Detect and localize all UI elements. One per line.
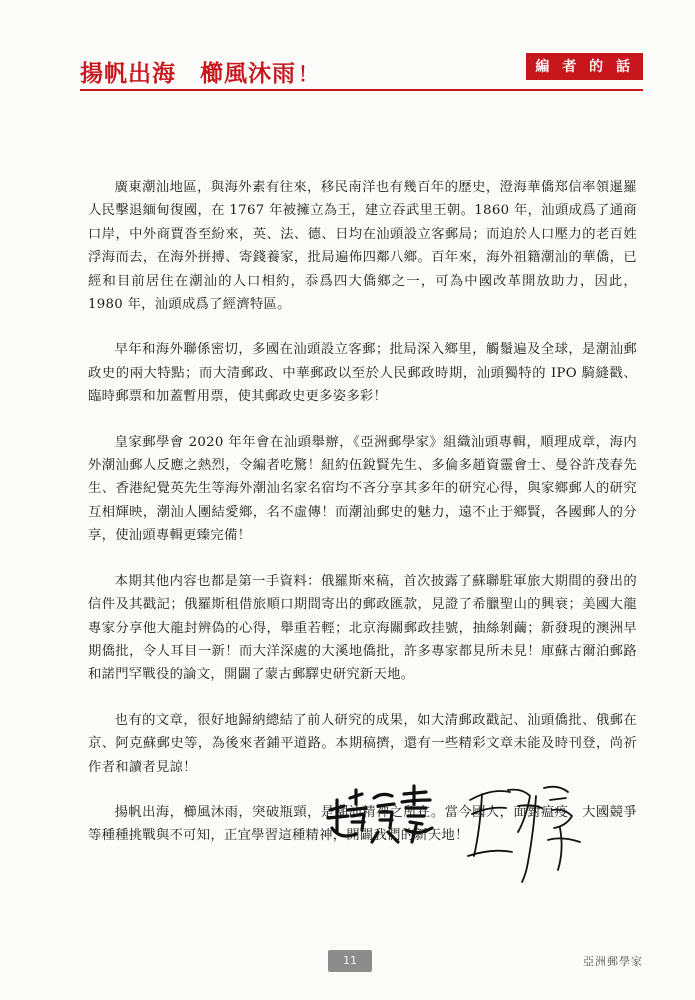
paragraph-3: 皇家郵學會 2020 年年會在汕頭舉辦，《亞洲郵學家》組織汕頭專輯，順理成章，海内外潮汕郵人反應之熱烈，令編者吃驚！紐約伍銳賢先生、多倫多趙資靈會士、曼谷許茂春先生、香港紀覺英先生等海外潮汕名家名宿均不吝分享其多年的研究心得，與家鄉郵人的研究互相輝映，潮汕人團結愛鄉，名不虛傳！而潮汕郵史的魅力，遠不止于鄉賢，各國郵人的分享，使汕頭專輯更臻完備！	[88, 434, 637, 544]
title-punctuation: ！	[298, 62, 319, 86]
editor-signatures	[322, 770, 592, 900]
page-title	[80, 60, 319, 88]
section-badge: 編 者 的 話	[526, 53, 643, 80]
paragraph-6: 揚帆出海，櫛風沐雨，突破瓶頸，是潮汕精神之所在。當今國人，面對瘟疫、大國競爭等種種挑戰與不可知，正宜學習這種精神，開闢我們的新天地！	[88, 804, 637, 844]
paragraph-4: 本期其他内容也都是第一手資料：俄羅斯來稿，首次披露了蘇聯駐軍旅大期間的發出的信件及其戳記；俄羅斯租借旅順口期間寄出的郵政匯款，見證了希臘聖山的興衰；美國大龍專家分享他大龍封辨偽的心得，舉重若輕；北京海關郵政挂號，抽絲剝繭；新發現的澳洲早期僑批，令人耳目一新！而大洋深處的大溪地僑批，許多專家都見所未見！庫蘇古爾泊郵路和諾門罕戰役的論文，開闢了蒙古郵驛史研究新天地。	[88, 573, 637, 683]
signature-wang-jian-zhi	[468, 787, 580, 882]
paragraph-1: 廣東潮汕地區，與海外素有往來，移民南洋也有幾百年的歷史，澄海華僑郑信率領暹羅人民擊退緬甸復國，在 1767 年被擁立為王，建立吞武里王朝。1860 年，汕頭成爲了通商口岸，中外商賈沓至紛來，英、法、德、日均在汕頭設立客郵局；而迫於人口壓力的老百姓浮海而去，在海外拼搏、寄錢養家，批局遍佈四鄰八鄉。百年來，海外祖籍潮汕的華僑，已經和目前居住在潮汕的人口相約，忝爲四大僑鄉之一，可為中國改革開放助力，因此，1980 年，汕頭成爲了經濟特區。	[88, 180, 637, 313]
article-body	[88, 176, 637, 870]
publication-name: 亞洲郵學家	[583, 955, 643, 968]
page-footer	[0, 950, 695, 972]
title-part-2: 櫛風沐雨	[200, 61, 296, 87]
paragraph-5: 也有的文章，很好地歸納總結了前人研究的成果，如大清郵政戳記、汕頭僑批、俄郵在京、阿克蘇郵史等，為後來者鋪平道路。本期稿擠，還有一些精彩文章未能及時刊登，尚祈作者和讀者見諒！	[88, 712, 637, 775]
title-part-1: 揚帆出海	[80, 61, 176, 87]
header-rule	[80, 89, 643, 91]
page-number: 11	[328, 950, 372, 972]
signature-zhao-zi-ling	[328, 786, 432, 842]
paragraph-2: 早年和海外聯係密切，多國在汕頭設立客郵；批局深入鄉里，觸鬚遍及全球，是潮汕郵政史的兩大特點；而大清郵政、中華郵政以至於人民郵政時期，汕頭獨特的 IPO 騎縫戳、臨時郵票和加蓋暫用票，使其郵政史更多姿多彩！	[88, 342, 637, 405]
page-header	[80, 48, 643, 88]
